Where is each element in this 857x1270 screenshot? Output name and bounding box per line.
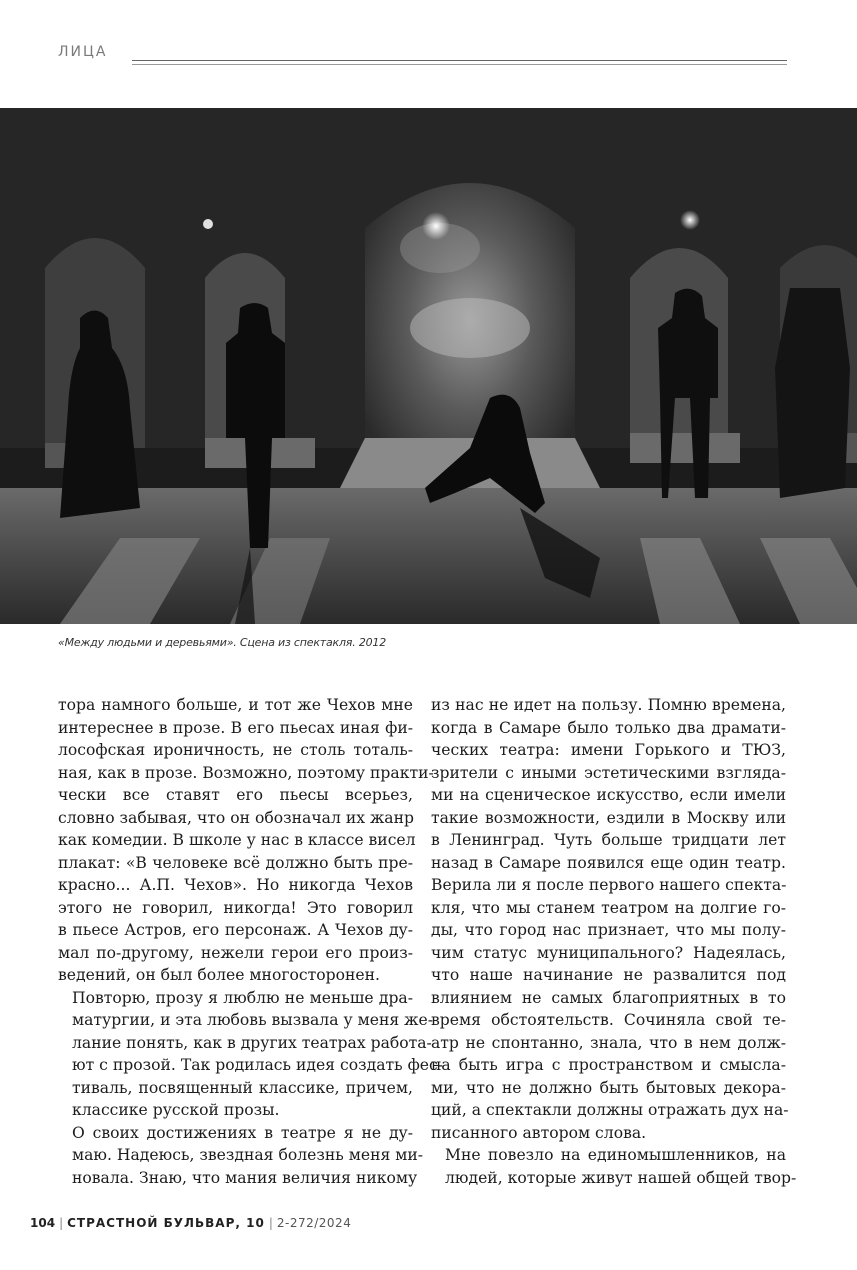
text-line: ми на сценическое искусство, если имели bbox=[431, 786, 786, 804]
paragraph bbox=[431, 694, 789, 1144]
article-column-right bbox=[431, 694, 797, 1189]
article-column-left bbox=[58, 694, 444, 1189]
text-line: атр не спонтанно, знала, что в нем долж- bbox=[431, 1033, 786, 1052]
text-line: что наше начинание не развалится под bbox=[431, 966, 786, 984]
text-line: этого не говорил, никогда! Это говорил bbox=[58, 898, 413, 917]
text-line: мал по-другому, нежели герои его произ- bbox=[58, 943, 413, 962]
text-line: Верила ли я после первого нашего спекта- bbox=[431, 876, 787, 894]
text-line: назад в Самаре появился еще один театр. bbox=[431, 853, 786, 872]
text-line: лософская ироничность, не столь тоталь- bbox=[58, 741, 413, 759]
text-line: в Ленинград. Чуть больше тридцати лет bbox=[431, 831, 786, 849]
text-line: зрители с иными эстетическими взгляда- bbox=[431, 763, 786, 782]
text-line: ми, что не должно быть бытовых декора- bbox=[431, 1078, 786, 1097]
text-line: кля, что мы станем театром на долгие го- bbox=[431, 898, 786, 917]
text-line: когда в Самаре было только два драмати- bbox=[431, 718, 786, 737]
text-line: чим статус муниципального? Надеялась, bbox=[431, 943, 786, 962]
text-line: людей, которые живут нашей общей твор- bbox=[445, 1168, 797, 1187]
magazine-title: СТРАСТНОЙ БУЛЬВАР, 10 bbox=[67, 1216, 265, 1230]
photo-caption: «Между людьми и деревьями». Сцена из спектакля. 2012 bbox=[58, 636, 387, 649]
issue-number: 2-272/2024 bbox=[276, 1216, 352, 1230]
text-line: писанного автором слова. bbox=[431, 1123, 647, 1142]
text-line: тиваль, посвященный классике, причем, bbox=[72, 1078, 413, 1097]
stage-photo bbox=[0, 108, 857, 624]
text-line: чески все ставят его пьесы всерьез, bbox=[58, 786, 413, 804]
text-line: О своих достижениях в театре я не ду- bbox=[72, 1123, 413, 1142]
text-line: интереснее в прозе. В его пьесах иная фи- bbox=[58, 718, 413, 737]
text-line: матургии, и эта любовь вызвала у меня же- bbox=[72, 1011, 433, 1029]
text-line: новала. Знаю, что мания величия никому bbox=[72, 1168, 418, 1187]
text-line: красно... А.П. Чехов». Но никогда Чехов bbox=[58, 876, 413, 894]
text-line: классике русской прозы. bbox=[72, 1101, 280, 1119]
text-line: на быть игра с пространством и смысла- bbox=[431, 1056, 786, 1074]
text-line: Мне повезло на единомышленников, на bbox=[445, 1146, 786, 1164]
text-line: из нас не идет на пользу. Помню времена, bbox=[431, 696, 786, 714]
footer-separator: | bbox=[59, 1216, 64, 1230]
text-line: Повторю, прозу я люблю не меньше дра- bbox=[72, 988, 413, 1007]
text-line: маю. Надеюсь, звездная болезнь меня ми- bbox=[72, 1146, 424, 1164]
text-line: такие возможности, ездили в Москву или bbox=[431, 808, 786, 827]
paragraph bbox=[431, 1144, 797, 1189]
text-line: словно забывая, что он обозначал их жанр bbox=[58, 808, 414, 827]
text-line: в пьесе Астров, его персонаж. А Чехов ду- bbox=[58, 921, 413, 939]
text-line: тора намного больше, и тот же Чехов мне bbox=[58, 696, 413, 714]
text-line: плакат: «В человеке всё должно быть пре- bbox=[58, 853, 413, 872]
page-footer bbox=[30, 1216, 351, 1230]
header-rule bbox=[132, 64, 787, 65]
text-line: ная, как в прозе. Возможно, поэтому практи- bbox=[58, 763, 434, 782]
paragraph bbox=[58, 987, 444, 1122]
text-line: ческих театра: имени Горького и ТЮЗ, bbox=[431, 741, 786, 759]
paragraph bbox=[58, 1122, 424, 1190]
text-line: влиянием не самых благоприятных в то bbox=[431, 988, 786, 1007]
header-rule bbox=[132, 60, 787, 61]
footer-separator: | bbox=[268, 1216, 273, 1230]
text-line: как комедии. В школе у нас в классе висел bbox=[58, 831, 416, 849]
text-line: ют с прозой. Так родилась идея создать фес- bbox=[72, 1056, 444, 1074]
page-number: 104 bbox=[30, 1216, 56, 1230]
text-line: ций, а спектакли должны отражать дух на- bbox=[431, 1101, 789, 1119]
text-line: время обстоятельств. Сочиняла свой те- bbox=[431, 1011, 786, 1029]
text-line: ды, что город нас признает, что мы полу- bbox=[431, 921, 786, 939]
section-label: ЛИЦА bbox=[58, 44, 108, 60]
text-line: ведений, он был более многосторонен. bbox=[58, 966, 380, 984]
text-line: лание понять, как в других театрах работа- bbox=[72, 1033, 432, 1052]
paragraph bbox=[58, 694, 434, 987]
